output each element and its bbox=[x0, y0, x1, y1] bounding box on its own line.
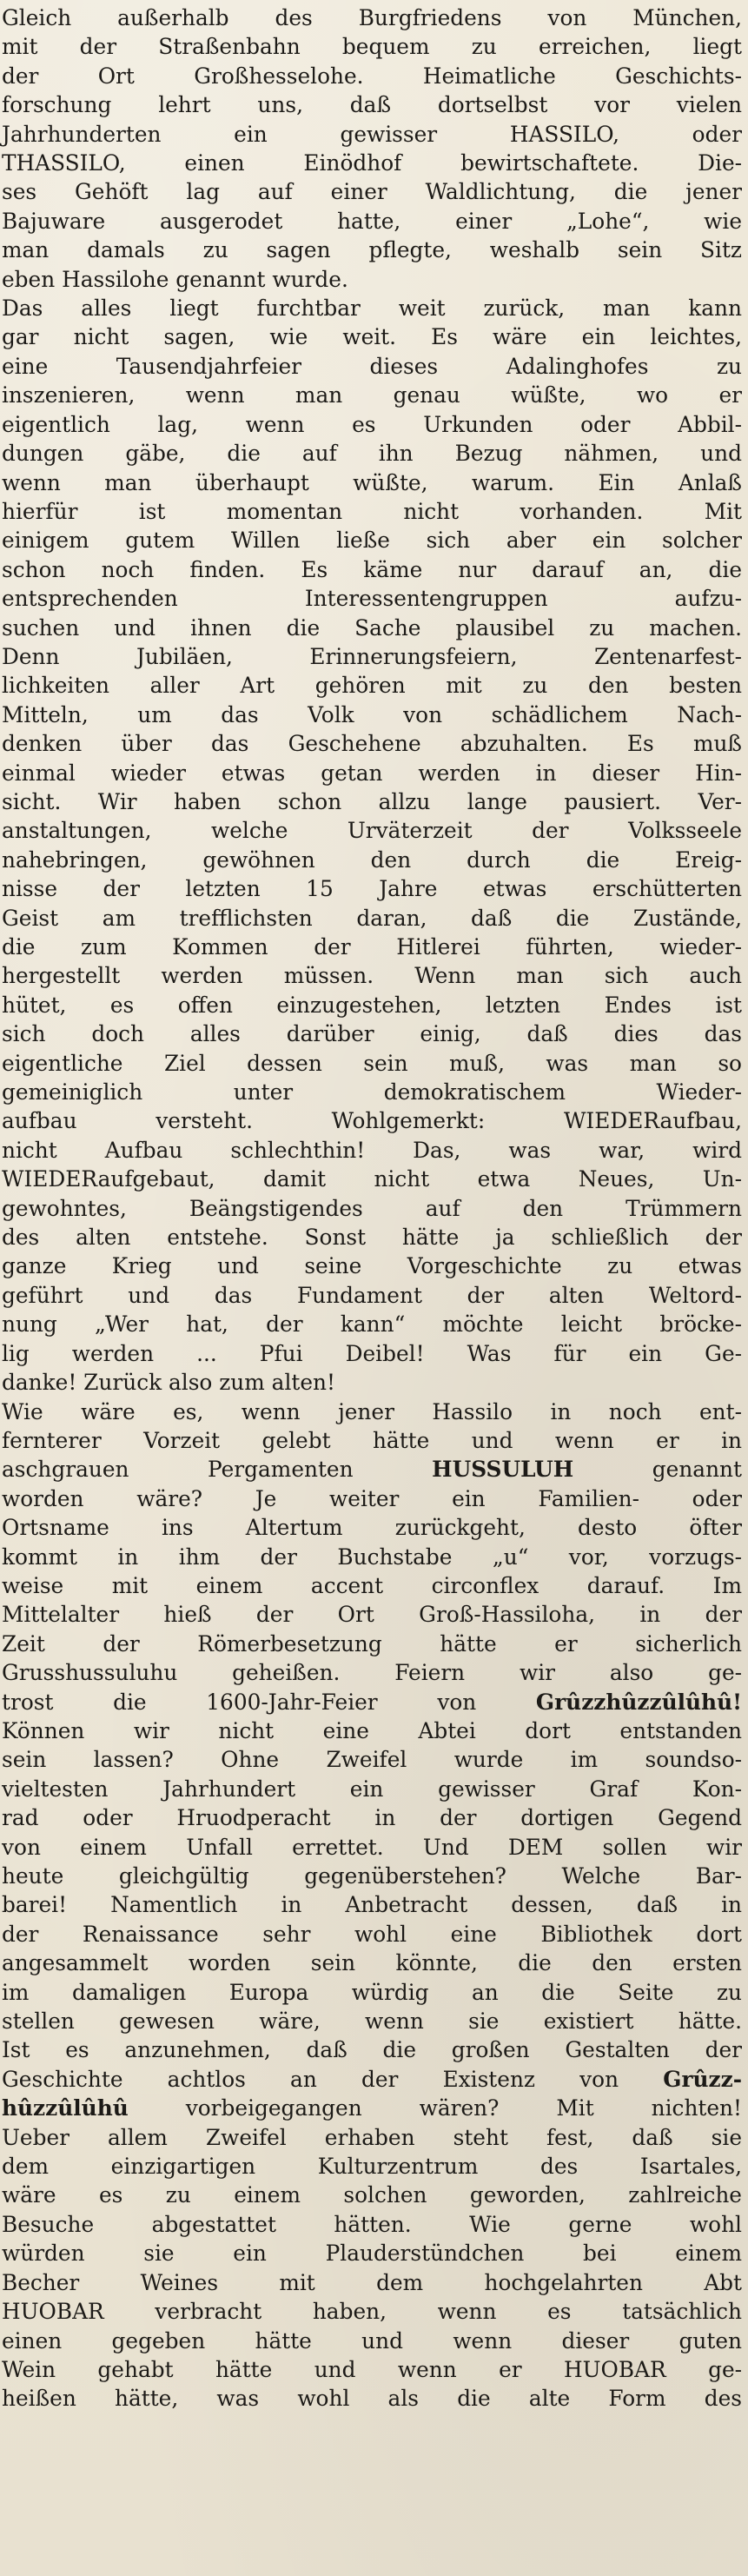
article-line: Mitteln, um das Volk von schädlichem Nach- bbox=[2, 701, 742, 727]
article-line: Wie wäre es, wenn jener Hassilo in noch ent- bbox=[2, 1398, 742, 1424]
article-line: nahebringen, gewöhnen den durch die Ereig- bbox=[2, 846, 742, 873]
article-line: nicht Aufbau schlechthin! Das, was war, wird bbox=[2, 1137, 742, 1163]
article-line: angesammelt worden sein könnte, die den ersten bbox=[2, 1950, 742, 1976]
article-line: Bajuware ausgerodet hatte, einer „Lohe“, wie bbox=[2, 208, 742, 234]
article-line: hûzzûlûhû vorbeigegangen wären? Mit nichten! bbox=[2, 2095, 742, 2121]
bold-word: Grûzzhûzzûlûhû! bbox=[535, 1689, 742, 1715]
article-line: man damals zu sagen pflegte, weshalb sein Sitz bbox=[2, 237, 742, 263]
article-line: rad oder Hruodperacht in der dortigen Gegend bbox=[2, 1805, 742, 1831]
article-line: wenn man überhaupt wüßte, warum. Ein Anlaß bbox=[2, 469, 742, 495]
article-line: ses Gehöft lag auf einer Waldlichtung, die jener bbox=[2, 179, 742, 205]
article-line: des alten entstehe. Sonst hätte ja schließlich der bbox=[2, 1225, 742, 1251]
article-line: gemeiniglich unter demokratischem Wieder- bbox=[2, 1079, 742, 1105]
article-line: stellen gewesen wäre, wenn sie existiert hätte. bbox=[2, 2008, 742, 2035]
article-line: Können wir nicht eine Abtei dort entstanden bbox=[2, 1717, 742, 1743]
article-line: gar nicht sagen, wie weit. Es wäre ein leichtes, bbox=[2, 324, 742, 350]
article-line: geführt und das Fundament der alten Weltord- bbox=[2, 1282, 742, 1308]
article-line: einen gegeben hätte und wenn dieser guten bbox=[2, 2327, 742, 2354]
article-line: aufbau versteht. Wohlgemerkt: WIEDERaufbau, bbox=[2, 1108, 742, 1134]
article-line: lichkeiten aller Art gehören mit zu den besten bbox=[2, 673, 742, 699]
article-line: weise mit einem accent circonflex darauf. Im bbox=[2, 1572, 742, 1598]
article-line: Ortsname ins Altertum zurückgeht, desto öfter bbox=[2, 1515, 742, 1541]
article-line: aschgrauen Pergamenten HUSSULUH genannt bbox=[2, 1457, 742, 1483]
article-line: danke! Zurück also zum alten! bbox=[2, 1370, 335, 1396]
article-line: nisse der letzten 15 Jahre etwas erschütterten bbox=[2, 876, 742, 902]
article-line: wäre es zu einem solchen geworden, zahlreiche bbox=[2, 2182, 742, 2208]
article-line: Grusshussuluhu geheißen. Feiern wir also ge- bbox=[2, 1660, 742, 1686]
article-line: eigentlich lag, wenn es Urkunden oder Abbil- bbox=[2, 411, 742, 437]
article-line: ganze Krieg und seine Vorgeschichte zu etwas bbox=[2, 1253, 742, 1279]
article-line: mit der Straßenbahn bequem zu erreichen, liegt bbox=[2, 34, 742, 60]
article-line: heute gleichgültig gegenüberstehen? Welche Bar- bbox=[2, 1863, 742, 1889]
article-line: heißen hätte, was wohl als die alte Form des bbox=[2, 2386, 742, 2412]
article-line: barei! Namentlich in Anbetracht dessen, daß in bbox=[2, 1892, 742, 1918]
article-line: inszenieren, wenn man genau wüßte, wo er bbox=[2, 382, 742, 408]
article-line: Geist am trefflichsten daran, daß die Zustände, bbox=[2, 905, 742, 931]
article-line: Gleich außerhalb des Burgfriedens von München, bbox=[2, 5, 742, 30]
article-line: würden sie ein Plauderstündchen bei einem bbox=[2, 2241, 742, 2267]
article-line: Jahrhunderten ein gewisser HASSILO, oder bbox=[2, 121, 742, 147]
article-line: THASSILO, einen Einödhof bewirtschaftete. Die- bbox=[2, 150, 742, 176]
article-line: fernterer Vorzeit gelebt hätte und wenn er in bbox=[2, 1427, 742, 1453]
article-line: lig werden ... Pfui Deibel! Was für ein Ge- bbox=[2, 1340, 742, 1366]
article-line: Zeit der Römerbesetzung hätte er sicherlich bbox=[2, 1630, 742, 1656]
article-line: hütet, es offen einzugestehen, letzten Endes ist bbox=[2, 992, 742, 1018]
article-line: entsprechenden Interessentengruppen aufzu- bbox=[2, 586, 742, 612]
article-line: eben Hassilohe genannt wurde. bbox=[2, 266, 348, 292]
article-line: sicht. Wir haben schon allzu lange pausiert. Ver- bbox=[2, 788, 742, 814]
article-line: trost die 1600-Jahr-Feier von Grûzzhûzzûlûhû! bbox=[2, 1689, 742, 1715]
article-line: vieltesten Jahrhundert ein gewisser Graf Kon- bbox=[2, 1776, 742, 1802]
article-line: eigentliche Ziel dessen sein muß, was man so bbox=[2, 1050, 742, 1076]
bold-word: HUSSULUH bbox=[432, 1457, 574, 1483]
article-line: dungen gäbe, die auf ihn Bezug nähmen, und bbox=[2, 441, 742, 467]
article-line: sein lassen? Ohne Zweifel wurde im soundso- bbox=[2, 1747, 742, 1773]
article-line: Becher Weines mit dem hochgelahrten Abt bbox=[2, 2269, 742, 2295]
article-line: sich doch alles darüber einig, daß dies das bbox=[2, 1021, 742, 1047]
article-line: HUOBAR verbracht haben, wenn es tatsächlich bbox=[2, 2299, 742, 2325]
article-line: Besuche abgestattet hätten. Wie gerne wohl bbox=[2, 2211, 742, 2237]
article-line: denken über das Geschehene abzuhalten. Es muß bbox=[2, 731, 742, 757]
article-line: Ist es anzunehmen, daß die großen Gestalten der bbox=[2, 2037, 742, 2063]
bold-word: hûzzûlûhû bbox=[2, 2095, 129, 2121]
article-line: schon noch finden. Es käme nur darauf an, die bbox=[2, 556, 742, 582]
article-line: forschung lehrt uns, daß dortselbst vor vielen bbox=[2, 92, 742, 118]
article-line: einigem gutem Willen ließe sich aber ein solcher bbox=[2, 528, 742, 554]
article-line: Wein gehabt hätte und wenn er HUOBAR ge- bbox=[2, 2356, 742, 2382]
article-line: WIEDERaufgebaut, damit nicht etwa Neues, Un- bbox=[2, 1166, 742, 1192]
article-line: Das alles liegt furchtbar weit zurück, man kann bbox=[2, 295, 742, 322]
article-line: hergestellt werden müssen. Wenn man sich auch bbox=[2, 963, 742, 989]
article-line: worden wäre? Je weiter ein Familien- oder bbox=[2, 1485, 742, 1511]
article-line: Geschichte achtlos an der Existenz von Grûzz- bbox=[2, 2066, 742, 2092]
article-line: der Renaissance sehr wohl eine Bibliothek dort bbox=[2, 1921, 742, 1947]
article-column bbox=[2, 3, 742, 2413]
article-line: Mittelalter hieß der Ort Groß-Hassiloha, in der bbox=[2, 1602, 742, 1628]
article-line: hierfür ist momentan nicht vorhanden. Mit bbox=[2, 498, 742, 524]
article-line: nung „Wer hat, der kann“ möchte leicht bröcke- bbox=[2, 1311, 742, 1338]
bold-word: Grûzz- bbox=[663, 2066, 742, 2092]
article-line: von einem Unfall errettet. Und DEM sollen wir bbox=[2, 1834, 742, 1860]
article-line: im damaligen Europa würdig an die Seite zu bbox=[2, 1979, 742, 2005]
article-line: einmal wieder etwas getan werden in dieser Hin- bbox=[2, 760, 742, 786]
article-line: gewohntes, Beängstigendes auf den Trümmern bbox=[2, 1195, 742, 1221]
article-line: dem einzigartigen Kulturzentrum des Isartales, bbox=[2, 2154, 742, 2180]
article-line: eine Tausendjahrfeier dieses Adalinghofes zu bbox=[2, 353, 742, 379]
article-line: Ueber allem Zweifel erhaben steht fest, daß sie bbox=[2, 2124, 742, 2150]
article-line: anstaltungen, welche Urväterzeit der Volksseele bbox=[2, 818, 742, 844]
article-line: der Ort Großhesselohe. Heimatliche Geschichts- bbox=[2, 63, 742, 89]
article-line: kommt in ihm der Buchstabe „u“ vor, vorzugs- bbox=[2, 1544, 742, 1570]
article-line: Denn Jubiläen, Erinnerungsfeiern, Zentenarfest- bbox=[2, 643, 742, 669]
article-line: suchen und ihnen die Sache plausibel zu machen. bbox=[2, 614, 742, 641]
article-line: die zum Kommen der Hitlerei führten, wieder- bbox=[2, 934, 742, 959]
